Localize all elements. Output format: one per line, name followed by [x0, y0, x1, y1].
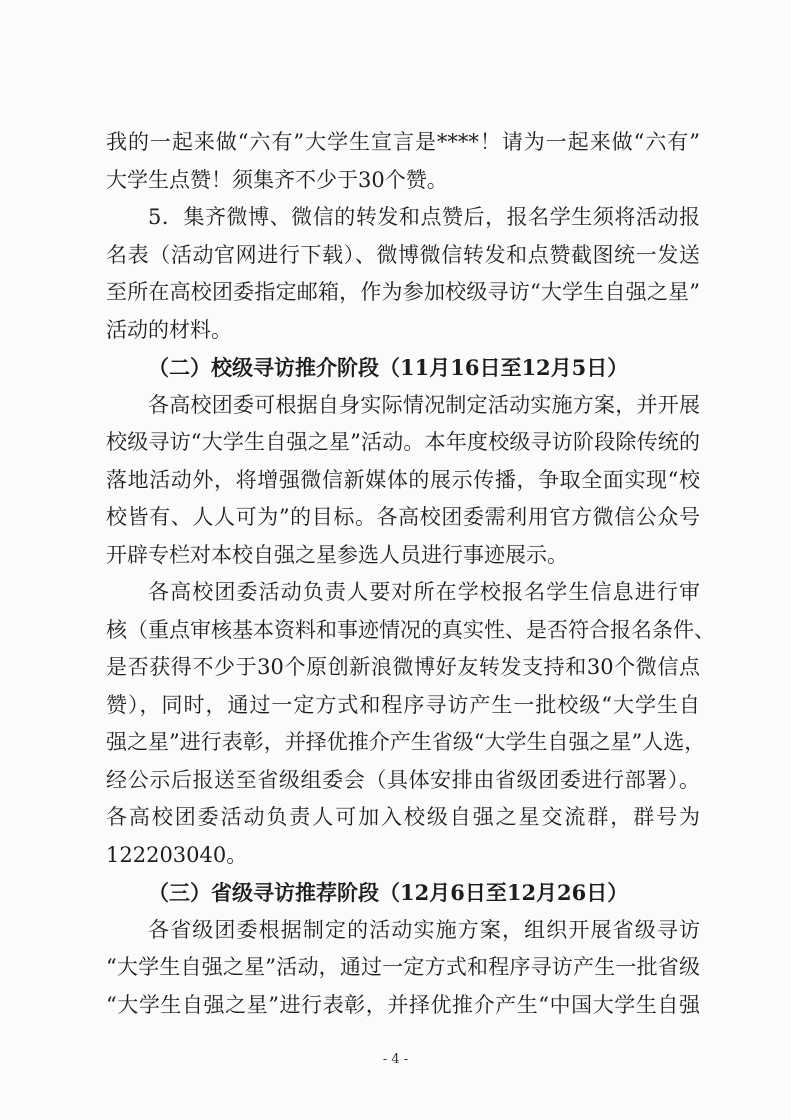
text-line: 122203040。 [106, 842, 248, 867]
text-line: 大学生点赞！须集齐不少于30个赞。 [106, 167, 448, 192]
section-heading: （二）校级寻访推介阶段（11月16日至12月5日） [148, 355, 629, 380]
text-line: 名表（活动官网进行下载）、微博微信转发和点赞截图统一发送 [106, 242, 700, 267]
text-line: 5．集齐微博、微信的转发和点赞后，报名学生须将活动报 [148, 205, 700, 229]
text-line: 各省级团委根据制定的活动实施方案，组织开展省级寻访 [148, 917, 700, 942]
text-line: 经公示后报送至省级组委会（具体安排由省级团委进行部署）。 [106, 767, 700, 792]
text-line: 核（重点审核基本资料和事迹情况的真实性、是否符合报名条件、 [106, 617, 715, 642]
body-text [106, 124, 715, 1024]
text-line: 活动的材料。 [106, 317, 232, 342]
text-line: 落地活动外，将增强微信新媒体的展示传播，争取全面实现“校 [106, 467, 700, 492]
section-heading: （三）省级寻访推荐阶段（12月6日至12月26日） [148, 880, 629, 905]
page-number: - 4 - [382, 1052, 409, 1067]
text-line: 开辟专栏对本校自强之星参选人员进行事迹展示。 [106, 542, 568, 567]
text-line: 我的一起来做“六有”大学生宣言是****！请为一起来做“六有” [106, 130, 700, 154]
text-line: 校皆有、人人可为”的目标。各高校团委需利用官方微信公众号 [106, 505, 700, 529]
text-line: 强之星”进行表彰，并择优推介产生省级“大学生自强之星”人选， [106, 730, 706, 754]
text-line: 各高校团委活动负责人可加入校级自强之星交流群，群号为 [106, 805, 700, 829]
text-line: 各高校团委可根据自身实际情况制定活动实施方案，并开展 [148, 392, 700, 417]
text-line: “大学生自强之星”进行表彰，并择优推介产生“中国大学生自强 [106, 992, 700, 1017]
text-line: 至所在高校团委指定邮箱，作为参加校级寻访“大学生自强之星” [106, 280, 700, 304]
text-line: 各高校团委活动负责人要对所在学校报名学生信息进行审 [148, 580, 700, 604]
text-line: 赞），同时，通过一定方式和程序寻访产生一批校级“大学生自 [106, 692, 700, 717]
text-line: 是否获得不少于30个原创新浪微博好友转发支持和30个微信点 [106, 655, 700, 679]
text-line: 校级寻访“大学生自强之星”活动。本年度校级寻访阶段除传统的 [106, 430, 700, 454]
text-line: “大学生自强之星”活动，通过一定方式和程序寻访产生一批省级 [106, 955, 700, 979]
